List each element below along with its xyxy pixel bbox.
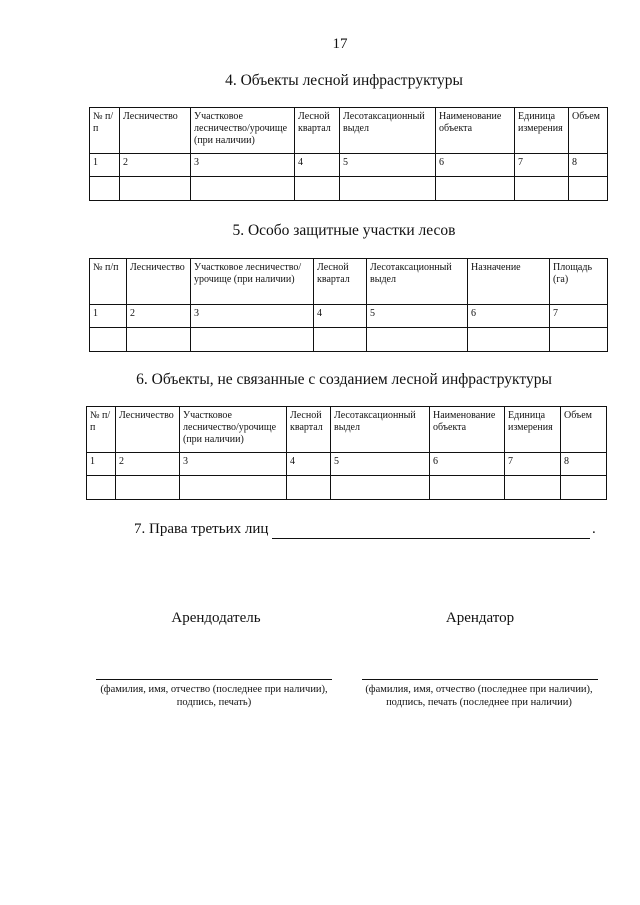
table-cell xyxy=(90,177,120,201)
lessee-caption-line-1: (фамилия, имя, отчество (последнее при наличии), xyxy=(365,684,593,695)
column-number: 4 xyxy=(287,453,331,476)
column-number: 4 xyxy=(314,305,367,328)
column-number: 8 xyxy=(561,453,607,476)
table-cell xyxy=(87,476,116,500)
column-header: Участковое лесничество/урочище (при наличии) xyxy=(180,407,287,453)
column-header: Лесничество xyxy=(127,259,191,305)
column-number: 2 xyxy=(116,453,180,476)
table-cell xyxy=(180,476,287,500)
column-header: Участковое лесничество/урочище (при наличии) xyxy=(191,108,295,154)
column-number: 3 xyxy=(191,305,314,328)
column-header: Лесотаксационный выдел xyxy=(331,407,430,453)
lessor-signature-caption xyxy=(86,683,342,709)
column-number: 5 xyxy=(367,305,468,328)
lessor-caption-line-2: подпись, печать) xyxy=(176,697,252,708)
table-row xyxy=(87,476,607,500)
column-header: Назначение xyxy=(468,259,550,305)
section-4-table xyxy=(89,107,608,201)
table-row xyxy=(90,177,608,201)
lessor-caption-line-1: (фамилия, имя, отчество (последнее при наличии), xyxy=(100,684,328,695)
column-number: 1 xyxy=(90,154,120,177)
column-number: 6 xyxy=(468,305,550,328)
column-header: Участковое лесничество/урочище (при наличии) xyxy=(191,259,314,305)
column-header: Лесной квартал xyxy=(287,407,331,453)
section-5-table xyxy=(89,258,608,352)
column-header: Единица измерения xyxy=(515,108,569,154)
column-number: 7 xyxy=(550,305,608,328)
column-header: Лесной квартал xyxy=(295,108,340,154)
table-cell xyxy=(505,476,561,500)
table-header-row xyxy=(90,108,608,154)
table-cell xyxy=(367,328,468,352)
column-header: № п/п xyxy=(90,108,120,154)
table-cell xyxy=(295,177,340,201)
column-number: 3 xyxy=(180,453,287,476)
column-header: Лесничество xyxy=(120,108,191,154)
column-header: Лесной квартал xyxy=(314,259,367,305)
page-number: 17 xyxy=(332,36,348,52)
table-cell xyxy=(468,328,550,352)
column-number: 5 xyxy=(331,453,430,476)
column-number: 5 xyxy=(340,154,436,177)
column-header: Лесничество xyxy=(116,407,180,453)
table-cell xyxy=(191,177,295,201)
table-cell xyxy=(127,328,191,352)
section-5-title: 5. Особо защитные участки лесов xyxy=(232,222,456,239)
column-number-row xyxy=(90,154,608,177)
column-header: Площадь (га) xyxy=(550,259,608,305)
lessee-caption-line-2: подпись, печать (последнее при наличии) xyxy=(386,697,572,708)
table-cell xyxy=(515,177,569,201)
column-number: 2 xyxy=(120,154,191,177)
table-cell xyxy=(90,328,127,352)
table-cell xyxy=(561,476,607,500)
table-cell xyxy=(436,177,515,201)
lessee-signature-line xyxy=(362,679,598,680)
column-number: 4 xyxy=(295,154,340,177)
table-header-row xyxy=(90,259,608,305)
column-number: 7 xyxy=(515,154,569,177)
column-number: 2 xyxy=(127,305,191,328)
section-6-table xyxy=(86,406,607,500)
table-cell xyxy=(287,476,331,500)
table-header-row xyxy=(87,407,607,453)
column-number: 7 xyxy=(505,453,561,476)
lessee-title: Арендатор xyxy=(445,610,515,626)
table-cell xyxy=(191,328,314,352)
column-number: 8 xyxy=(569,154,608,177)
column-number: 3 xyxy=(191,154,295,177)
table-cell xyxy=(120,177,191,201)
table-cell xyxy=(340,177,436,201)
table-cell xyxy=(116,476,180,500)
column-header: № п/п xyxy=(90,259,127,305)
column-header: Наименование объекта xyxy=(430,407,505,453)
column-header: № п/п xyxy=(87,407,116,453)
table-cell xyxy=(550,328,608,352)
column-number: 1 xyxy=(90,305,127,328)
table-row xyxy=(90,328,608,352)
third-party-rights-line xyxy=(272,538,590,539)
section-4-title: 4. Объекты лесной инфраструктуры xyxy=(225,72,463,89)
table-cell xyxy=(331,476,430,500)
column-number-row xyxy=(87,453,607,476)
table-cell xyxy=(430,476,505,500)
column-header: Лесотаксационный выдел xyxy=(340,108,436,154)
lessee-signature-caption xyxy=(350,683,608,709)
third-party-rights-end: . xyxy=(592,521,596,537)
column-header: Объем xyxy=(569,108,608,154)
column-header: Объем xyxy=(561,407,607,453)
section-6-title: 6. Объекты, не связанные с созданием лесной инфраструктуры xyxy=(136,371,552,388)
column-header: Лесотаксационный выдел xyxy=(367,259,468,305)
table-cell xyxy=(569,177,608,201)
column-number: 6 xyxy=(436,154,515,177)
column-number: 1 xyxy=(87,453,116,476)
lessor-signature-line xyxy=(96,679,332,680)
column-number-row xyxy=(90,305,608,328)
table-cell xyxy=(314,328,367,352)
lessor-title: Арендодатель xyxy=(171,610,261,626)
column-header: Наименование объекта xyxy=(436,108,515,154)
column-number: 6 xyxy=(430,453,505,476)
third-party-rights-label: 7. Права третьих лиц xyxy=(134,521,269,537)
column-header: Единица измерения xyxy=(505,407,561,453)
